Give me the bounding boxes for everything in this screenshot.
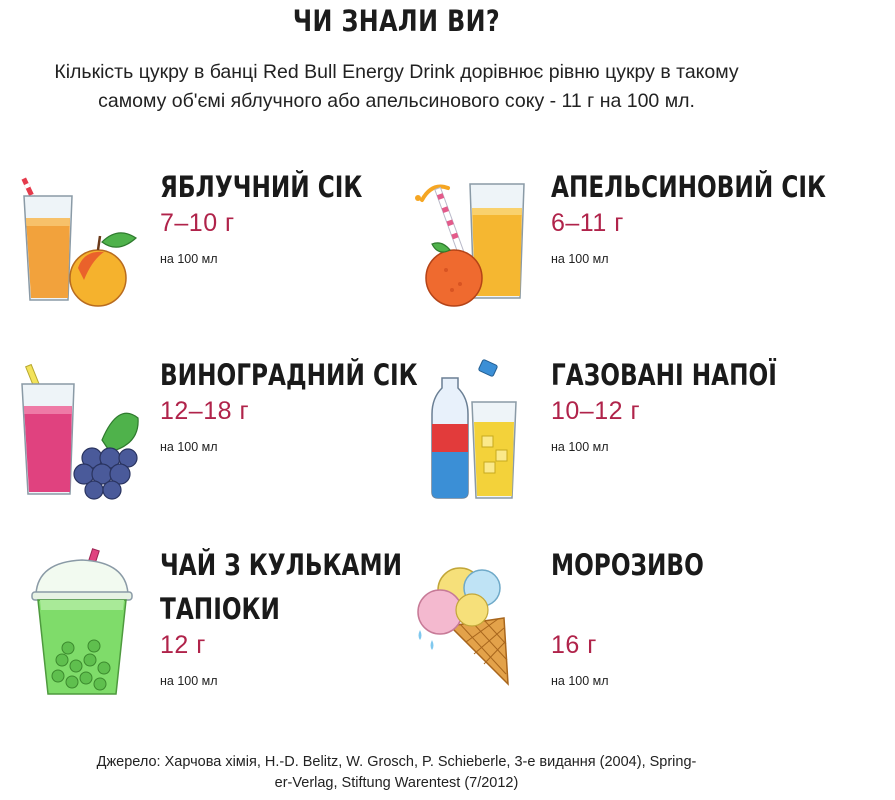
orange-juice-icon xyxy=(404,178,534,308)
item-unit: на 100 мл xyxy=(160,252,218,266)
source-citation xyxy=(0,752,793,794)
apple-juice-icon xyxy=(14,168,144,308)
intro-line-1: Кількість цукру в банці Red Bull Energy Drink дорівнює рівню цукру в такому xyxy=(54,61,739,83)
item-unit: на 100 мл xyxy=(160,674,218,688)
page-title: ЧИ ЗНАЛИ ВИ? xyxy=(292,4,501,38)
item-name: ВИНОГРАДНИЙ СІК xyxy=(160,358,418,392)
ice-cream-icon xyxy=(406,556,526,688)
item-name: АПЕЛЬСИНОВИЙ СІК xyxy=(551,170,826,204)
item-name-line-2: ТАПІОКИ xyxy=(160,592,280,626)
item-name: МОРОЗИВО xyxy=(551,548,704,582)
item-apple-juice xyxy=(160,167,413,266)
intro-text xyxy=(0,58,793,116)
item-amount: 12 г xyxy=(160,631,206,659)
item-name: ГАЗОВАНІ НАПОЇ xyxy=(551,358,777,392)
item-orange-juice xyxy=(551,167,895,266)
item-soda xyxy=(551,355,833,454)
item-unit: на 100 мл xyxy=(551,252,609,266)
intro-line-2: самому об'ємі яблучного або апельсинового соку - 11 г на 100 мл. xyxy=(98,90,695,112)
source-line-1: Джерело: Харчова хімія, H.-D. Belitz, W. Grosch, P. Schieberle, 3-е видання (2004), Spring- xyxy=(96,754,697,770)
item-amount: 6–11 г xyxy=(551,209,624,237)
source-line-2: er-Verlag, Stiftung Warentest (7/2012) xyxy=(274,775,519,791)
grape-juice-icon xyxy=(14,362,144,502)
item-amount: 10–12 г xyxy=(551,397,641,425)
item-unit: на 100 мл xyxy=(160,440,218,454)
item-amount: 7–10 г xyxy=(160,209,235,237)
bubble-tea-icon xyxy=(28,548,138,698)
item-amount: 12–18 г xyxy=(160,397,250,425)
item-unit: на 100 мл xyxy=(551,440,609,454)
soda-icon xyxy=(424,358,524,503)
item-unit: на 100 мл xyxy=(551,674,609,688)
item-name-line-1: ЧАЙ З КУЛЬКАМИ xyxy=(160,548,402,582)
item-amount: 16 г xyxy=(551,631,597,659)
item-name: ЯБЛУЧНИЙ СІК xyxy=(160,170,363,204)
item-ice-cream xyxy=(551,545,742,688)
